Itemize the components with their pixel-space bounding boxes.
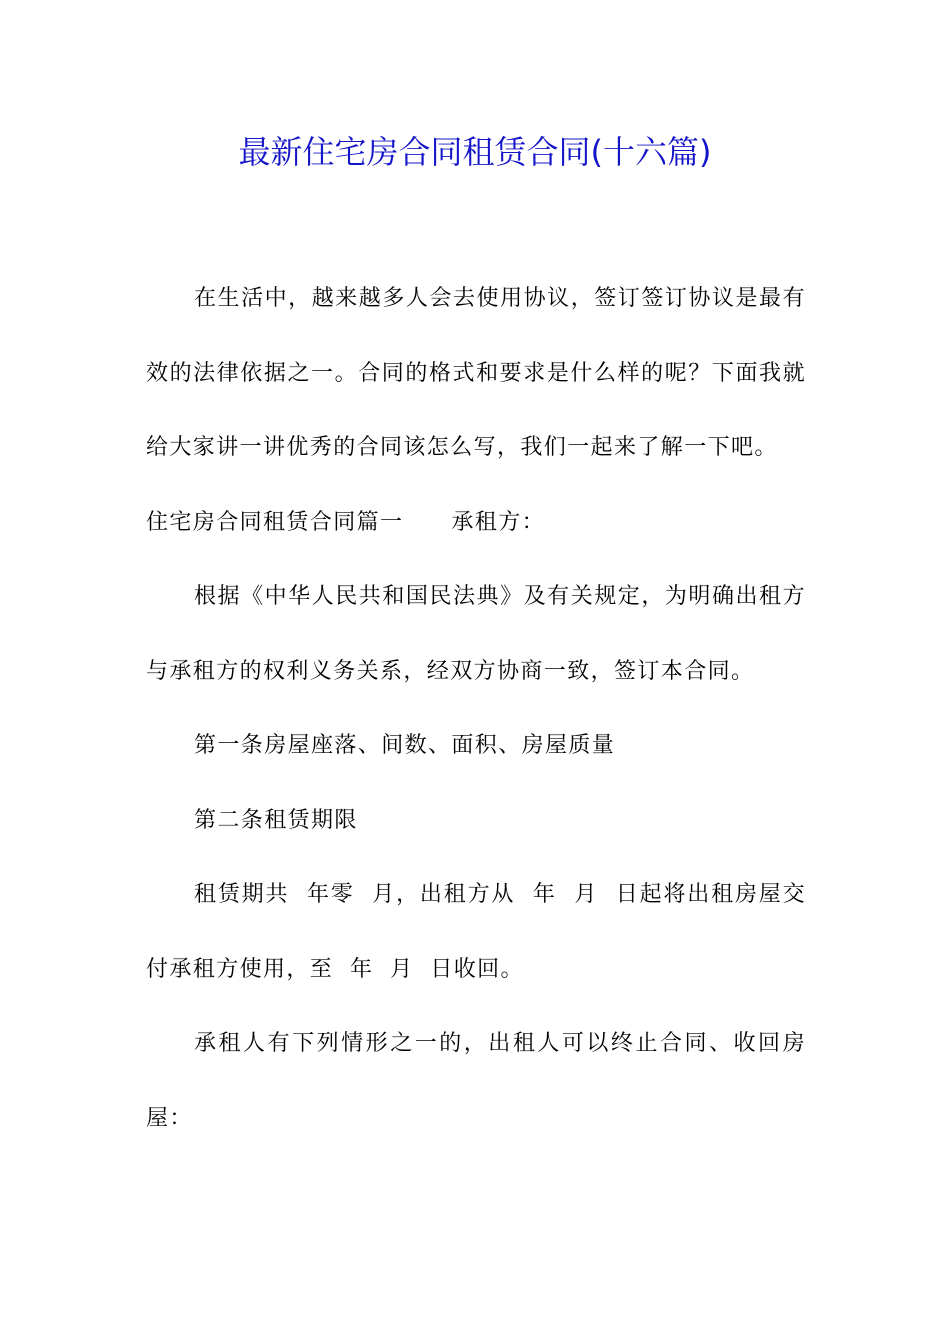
section-heading: 住宅房合同租赁合同篇一 [146, 509, 404, 535]
section-party-label: 承租方： [451, 509, 546, 535]
intro-paragraph: 在生活中，越来越多人会去使用协议，签订签订协议是最有效的法律依据之一。合同的格式和要求是什么样的呢？下面我就给大家讲一讲优秀的合同该怎么写，我们一起来了解一下吧。 [146, 286, 806, 460]
article-one: 第一条房屋座落、间数、面积、房屋质量 [194, 733, 616, 758]
paragraph-lease-term: 租赁期共 年零 月，出租方从 年 月 日起将出租房屋交付承租方使用，至 年 月 日收回。 [146, 882, 806, 982]
document-title: 最新住宅房合同租赁合同(十六篇) [238, 133, 712, 171]
paragraph-termination: 承租人有下列情形之一的，出租人可以终止合同、收回房屋： [146, 1031, 806, 1131]
section-heading-line [146, 486, 806, 561]
document-body [146, 262, 806, 1156]
paragraph-legal-basis: 根据《中华人民共和国民法典》及有关规定，为明确出租方与承租方的权利义务关系，经双方协商一致，签订本合同。 [146, 584, 806, 684]
article-two: 第二条租赁期限 [194, 807, 358, 833]
